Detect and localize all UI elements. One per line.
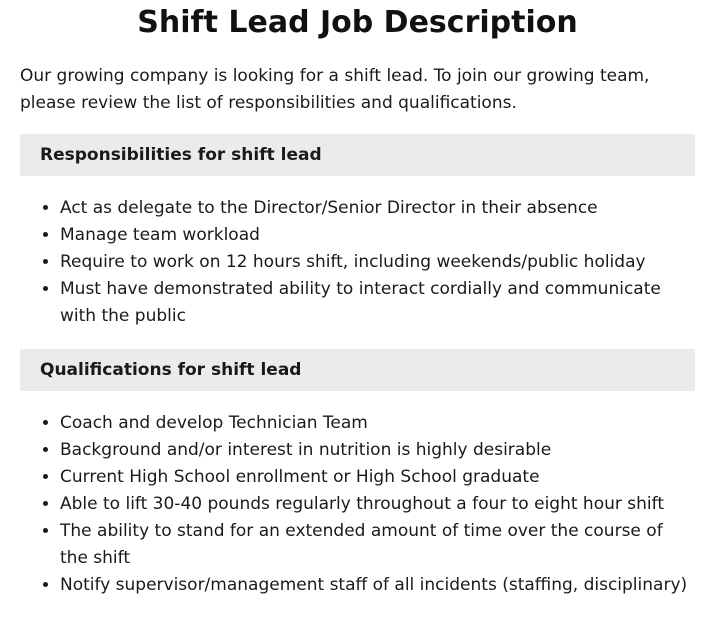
responsibilities-list [20, 195, 695, 330]
list-item: • Act as delegate to the Director/Senior Director in their absence [60, 195, 695, 222]
page-title: Shift Lead Job Description [137, 5, 578, 40]
intro-paragraph: Our growing company is looking for a shift lead. To join our growing team, please review the list of responsibilities and qualifications. [20, 66, 650, 113]
qualifications-list [20, 410, 695, 599]
list-item: • Current High School enrollment or High School graduate [60, 464, 695, 491]
list-item: • Background and/or interest in nutrition is highly desirable [60, 437, 695, 464]
list-item: • Manage team workload [60, 222, 695, 249]
list-item: • The ability to stand for an extended amount of time over the course of the shift [60, 518, 695, 572]
qualifications-heading: Qualifications for shift lead [20, 349, 695, 391]
list-item: • Coach and develop Technician Team [60, 410, 695, 437]
list-item: • Must have demonstrated ability to interact cordially and communicate with the public [60, 276, 695, 330]
responsibilities-heading: Responsibilities for shift lead [20, 134, 695, 176]
list-item: • Require to work on 12 hours shift, including weekends/public holiday [60, 249, 695, 276]
list-item: • Able to lift 30-40 pounds regularly throughout a four to eight hour shift [60, 491, 695, 518]
list-item: • Notify supervisor/management staff of all incidents (staffing, disciplinary) [60, 572, 695, 599]
